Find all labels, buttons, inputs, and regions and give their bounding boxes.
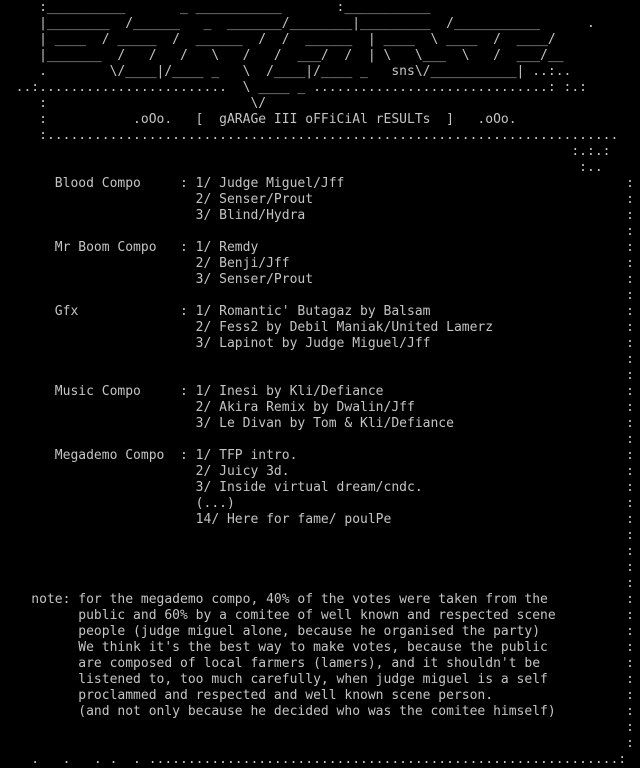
frame-line: :.. xyxy=(0,160,603,175)
result-line: Megademo Compo : 1/ TFP intro. : xyxy=(0,448,634,463)
frame-line: : xyxy=(0,288,634,303)
result-line: 2/ Senser/Prout : xyxy=(0,192,634,207)
result-line: Gfx : 1/ Romantic' Butagaz by Balsam : xyxy=(0,304,634,319)
result-line: 3/ Inside virtual dream/cndc. : xyxy=(0,480,634,495)
result-line: 3/ Senser/Prout : xyxy=(0,272,634,287)
logo-line-3: | ____ / _____ / ______ / / ______ | ____ \ ____ / ____/ xyxy=(0,32,556,47)
result-line: Blood Compo : 1/ Judge Miguel/Jff : xyxy=(0,176,634,191)
frame-line: : xyxy=(0,432,634,447)
result-line: Mr Boom Compo : 1/ Remdy : xyxy=(0,240,634,255)
result-line: Music Compo : 1/ Inesi by Kli/Defiance : xyxy=(0,384,634,399)
frame-line: : xyxy=(0,528,634,543)
note-line: listened to, too much carefully, when judge miguel is a self : xyxy=(0,672,634,687)
result-line: 2/ Benji/Jff : xyxy=(0,256,634,271)
note-line: note: for the megademo compo, 40% of the votes were taken from the : xyxy=(0,592,634,607)
result-line: 2/ Akira Remix by Dwalin/Jff : xyxy=(0,400,634,415)
result-line: 3/ Lapinot by Judge Miguel/Jff : xyxy=(0,336,634,351)
frame-line: : xyxy=(0,352,634,367)
note-line: (and not only because he decided who was the comitee himself) : xyxy=(0,704,634,719)
result-line: 14/ Here for fame/ poulPe : xyxy=(0,512,634,527)
divider-line: :......................................................................... xyxy=(0,128,619,143)
result-line: 3/ Le Divan by Tom & Kli/Defiance : xyxy=(0,416,634,431)
logo-line-5: . \/____|/____ _ \ /____|/____ _ sns\/___________| ..:.. xyxy=(0,64,572,79)
result-line: 2/ Fess2 by Debil Maniak/United Lamerz : xyxy=(0,320,634,335)
logo-line-7: : \/ xyxy=(0,96,267,111)
logo-line-4: |_______ / / / \ / / ___/ / | \ \___ \ / ___/__ xyxy=(0,48,564,63)
title-banner: : .oOo. [ gARAGe III oFFiCiAl rESULTs ] .oOo. xyxy=(0,112,517,127)
frame-line: : xyxy=(0,544,634,559)
frame-line: : xyxy=(0,736,634,751)
note-line: proclammed and respected and well known scene person. : xyxy=(0,688,634,703)
frame-line: : xyxy=(0,560,634,575)
result-line: 2/ Juicy 3d. : xyxy=(0,464,634,479)
frame-line: : xyxy=(0,368,634,383)
result-line: (...) : xyxy=(0,496,634,511)
logo-line-1: :__________ _ ___________ :___________ xyxy=(0,0,431,15)
note-line: We think it's the best way to make votes, because the public : xyxy=(0,640,634,655)
logo-line-6: ..:........................ \ ____ _ ..............................: :.: xyxy=(0,80,587,95)
note-line: public and 60% by a comitee of well known and respected scene : xyxy=(0,608,634,623)
frame-line: : xyxy=(0,720,634,735)
logo-line-2: |________ /______ _ _______/________|_________ /___________ . xyxy=(0,16,595,31)
frame-line: :.:.: xyxy=(0,144,611,159)
note-line: are composed of local farmers (lamers), and it shouldn't be : xyxy=(0,656,634,671)
footer-dots: . . . . . ............................................................: xyxy=(0,752,627,767)
frame-line: : xyxy=(0,576,634,591)
frame-line: : xyxy=(0,224,634,239)
note-line: people (judge miguel alone, because he organised the party) : xyxy=(0,624,634,639)
result-line: 3/ Blind/Hydra : xyxy=(0,208,634,223)
